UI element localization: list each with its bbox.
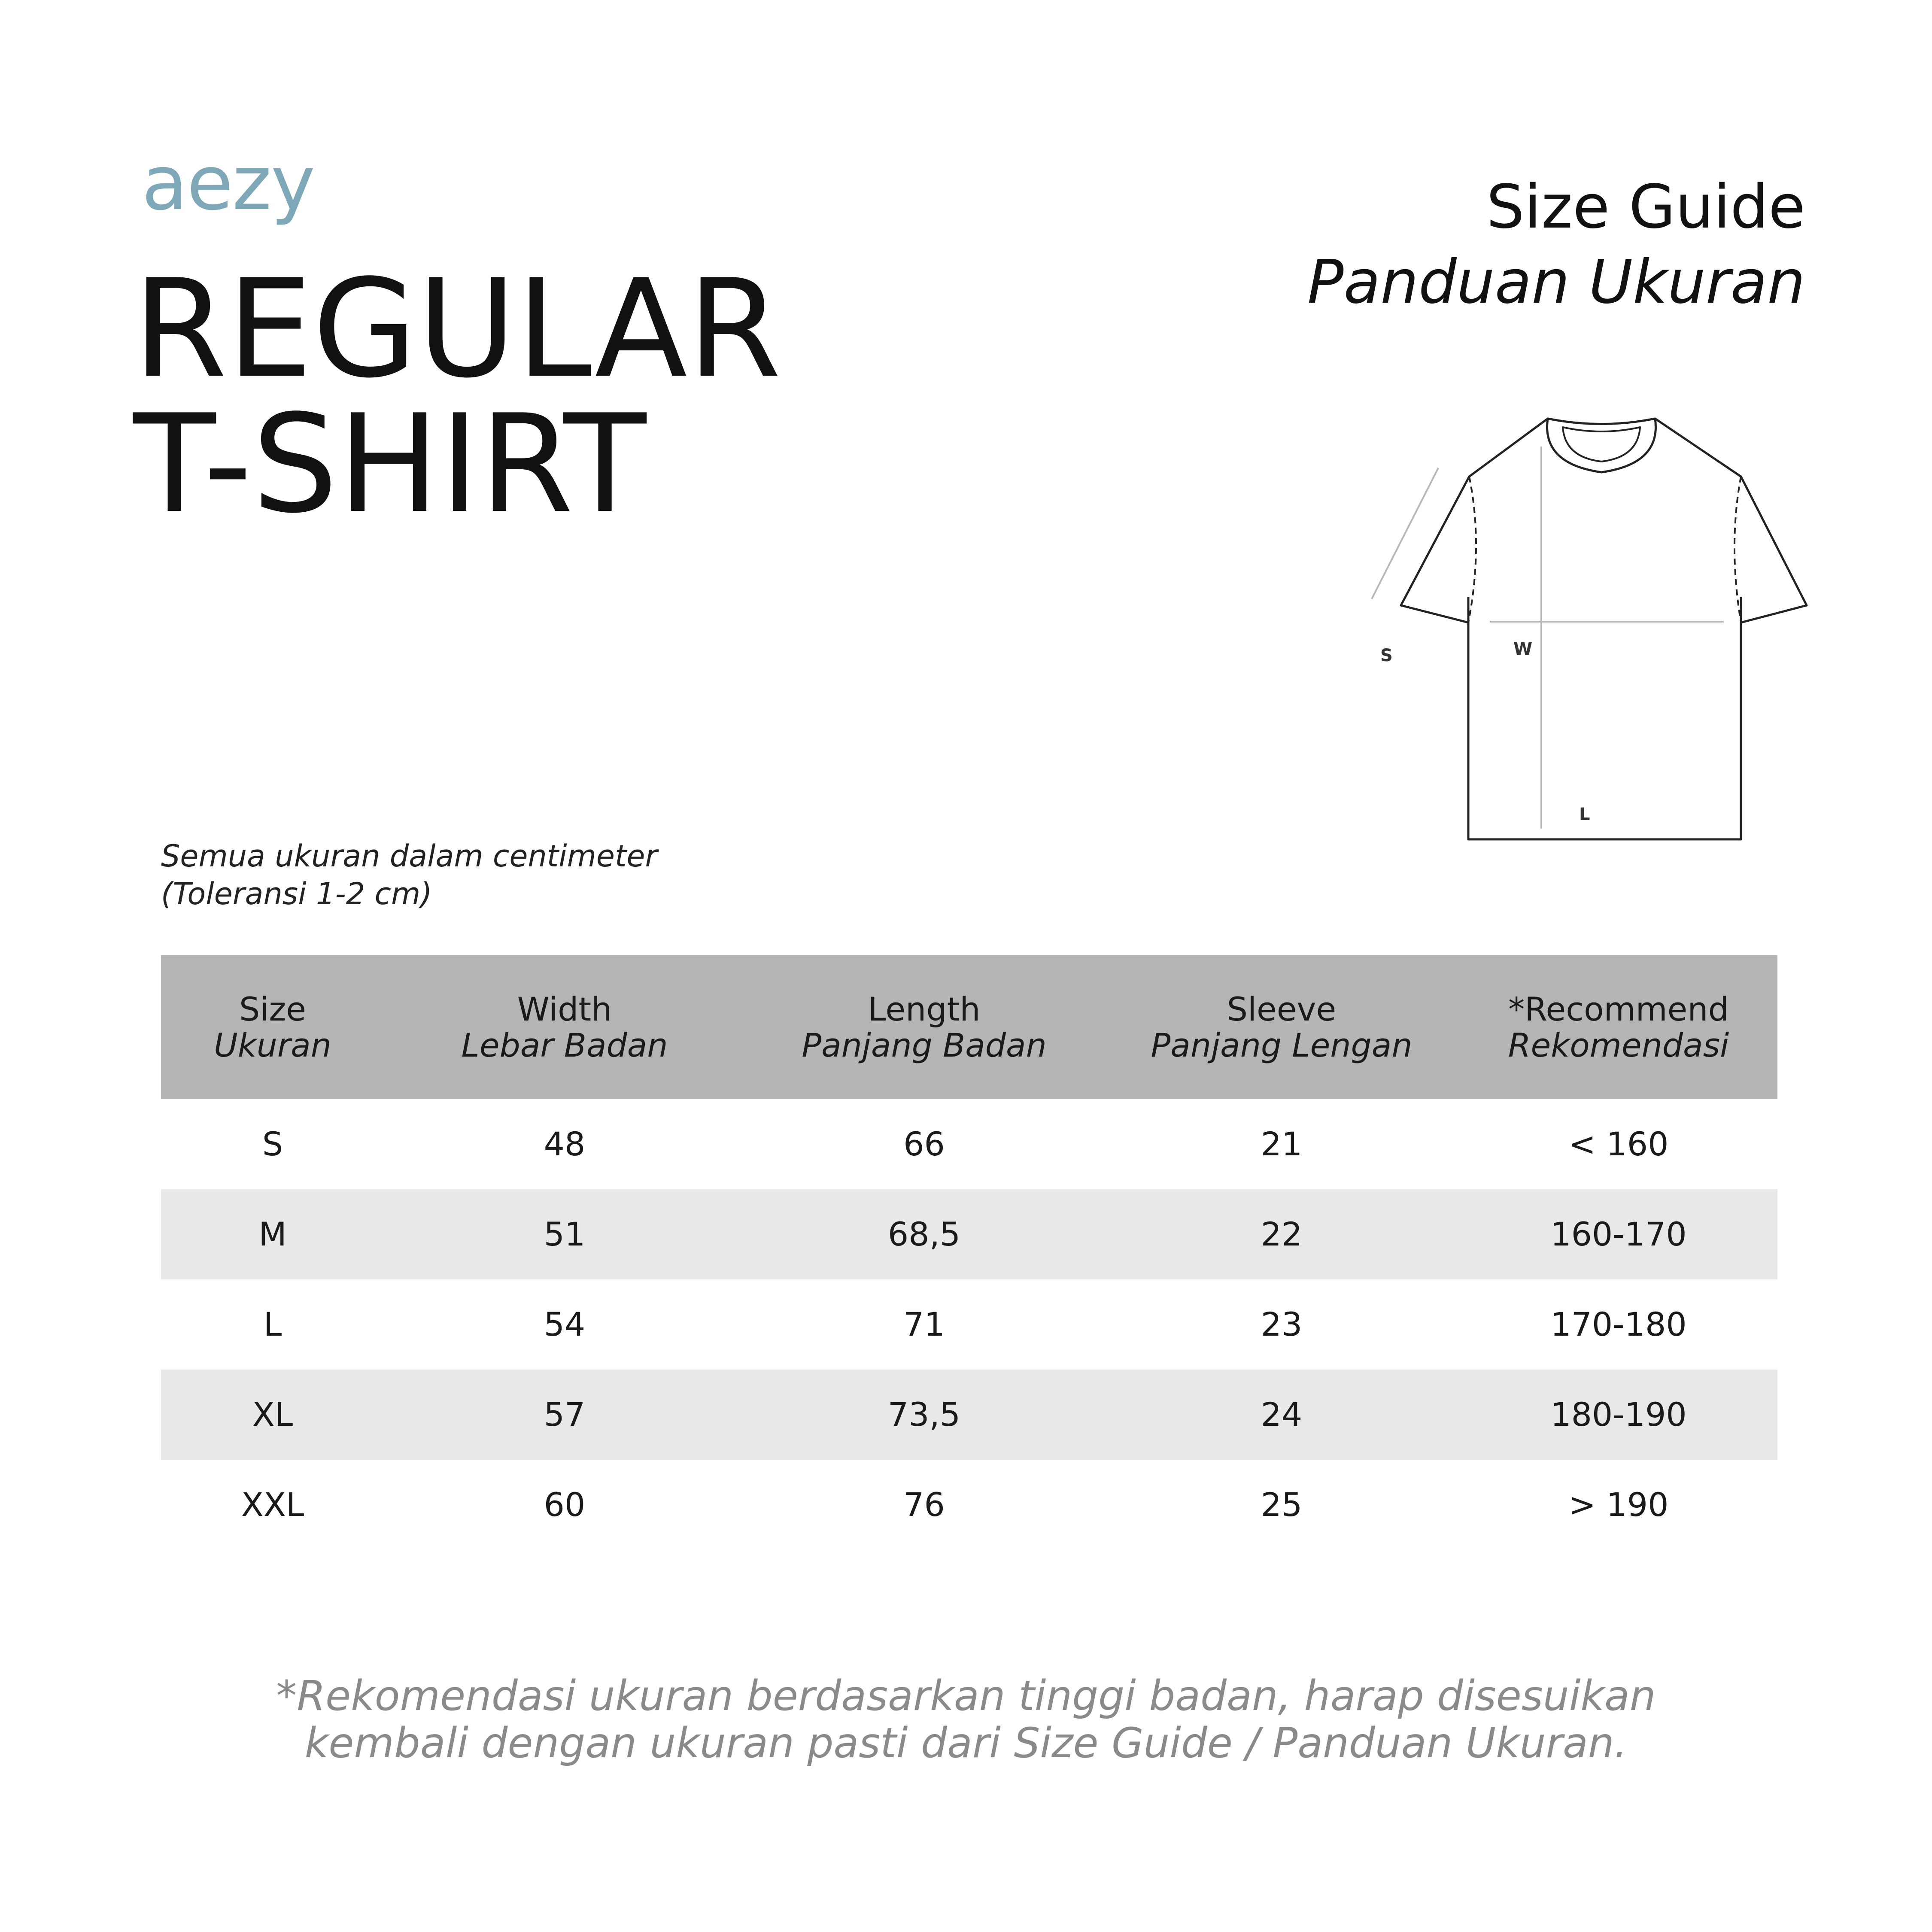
measurement-note bbox=[161, 837, 657, 913]
sleeve-measure-line bbox=[1372, 468, 1438, 599]
cell-width: 48 bbox=[544, 1125, 586, 1163]
table-row bbox=[161, 1189, 1777, 1279]
diagram-label-length: L bbox=[1579, 805, 1590, 824]
cell-size: L bbox=[263, 1305, 282, 1343]
header-length-id: Panjang Badan bbox=[802, 1026, 1047, 1064]
tshirt-outline bbox=[1468, 597, 1741, 839]
brand-logo: aezy bbox=[142, 140, 315, 227]
cell-length: 66 bbox=[903, 1125, 945, 1163]
footnote-line1: *Rekomendasi ukuran berdasarkan tinggi badan, harap disesuikan bbox=[276, 1672, 1656, 1720]
header-length bbox=[745, 991, 1103, 1063]
cell-recommend: > 190 bbox=[1568, 1485, 1669, 1524]
product-title-line1: REGULAR bbox=[133, 251, 781, 408]
header-recommend bbox=[1460, 991, 1777, 1063]
cell-length: 68,5 bbox=[887, 1215, 961, 1253]
header-size-en: Size bbox=[239, 990, 306, 1028]
header-sleeve bbox=[1103, 991, 1460, 1063]
header-size-id: Ukuran bbox=[214, 1026, 331, 1064]
header-sleeve-id: Panjang Lengan bbox=[1151, 1026, 1413, 1064]
measurement-note-line2: (Toleransi 1-2 cm) bbox=[161, 876, 432, 911]
tshirt-left-armhole bbox=[1468, 477, 1476, 623]
cell-sleeve: 22 bbox=[1261, 1215, 1303, 1253]
cell-width: 54 bbox=[544, 1305, 586, 1343]
cell-recommend: 170-180 bbox=[1550, 1305, 1687, 1343]
header-size bbox=[161, 991, 384, 1063]
size-table-header bbox=[161, 955, 1777, 1099]
size-guide-subtitle: Panduan Ukuran bbox=[1307, 247, 1805, 317]
header-width-id: Lebar Badan bbox=[461, 1026, 668, 1064]
diagram-label-sleeve: S bbox=[1380, 646, 1393, 665]
cell-length: 71 bbox=[903, 1305, 945, 1343]
cell-sleeve: 25 bbox=[1261, 1485, 1303, 1524]
cell-recommend: < 160 bbox=[1568, 1125, 1669, 1163]
tshirt-diagram-icon bbox=[1352, 399, 1838, 854]
product-title-line2: T-SHIRT bbox=[133, 386, 647, 543]
cell-length: 73,5 bbox=[887, 1395, 961, 1434]
table-row bbox=[161, 1279, 1777, 1370]
header-width bbox=[384, 991, 745, 1063]
cell-size: XXL bbox=[241, 1485, 304, 1524]
cell-width: 57 bbox=[544, 1395, 586, 1434]
tshirt-right-sleeve bbox=[1655, 419, 1807, 623]
header-recommend-en: *Recommend bbox=[1508, 990, 1729, 1028]
cell-sleeve: 24 bbox=[1261, 1395, 1303, 1434]
header-width-en: Width bbox=[517, 990, 612, 1028]
cell-size: S bbox=[262, 1125, 283, 1163]
table-row bbox=[161, 1099, 1777, 1189]
cell-width: 51 bbox=[544, 1215, 586, 1253]
cell-sleeve: 21 bbox=[1261, 1125, 1303, 1163]
table-row bbox=[161, 1370, 1777, 1460]
product-title bbox=[133, 251, 781, 543]
diagram-label-width: W bbox=[1513, 639, 1533, 659]
size-table bbox=[161, 955, 1777, 1550]
cell-size: M bbox=[258, 1215, 287, 1253]
size-guide-heading bbox=[1307, 170, 1805, 320]
tshirt-collar-inner bbox=[1563, 427, 1640, 462]
cell-sleeve: 23 bbox=[1261, 1305, 1303, 1343]
tshirt-left-sleeve bbox=[1401, 419, 1548, 623]
recommendation-footnote bbox=[0, 1672, 1932, 1767]
cell-length: 76 bbox=[903, 1485, 945, 1524]
header-sleeve-en: Sleeve bbox=[1227, 990, 1337, 1028]
table-row bbox=[161, 1460, 1777, 1550]
header-recommend-id: Rekomendasi bbox=[1508, 1026, 1729, 1064]
measurement-note-line1: Semua ukuran dalam centimeter bbox=[161, 838, 658, 874]
cell-recommend: 160-170 bbox=[1550, 1215, 1687, 1253]
footnote-line2: kembali dengan ukuran pasti dari Size Guide / Panduan Ukuran. bbox=[304, 1719, 1628, 1767]
cell-width: 60 bbox=[544, 1485, 586, 1524]
cell-recommend: 180-190 bbox=[1550, 1395, 1687, 1434]
size-guide-title: Size Guide bbox=[1486, 172, 1805, 242]
cell-size: XL bbox=[252, 1395, 293, 1434]
header-length-en: Length bbox=[868, 990, 981, 1028]
